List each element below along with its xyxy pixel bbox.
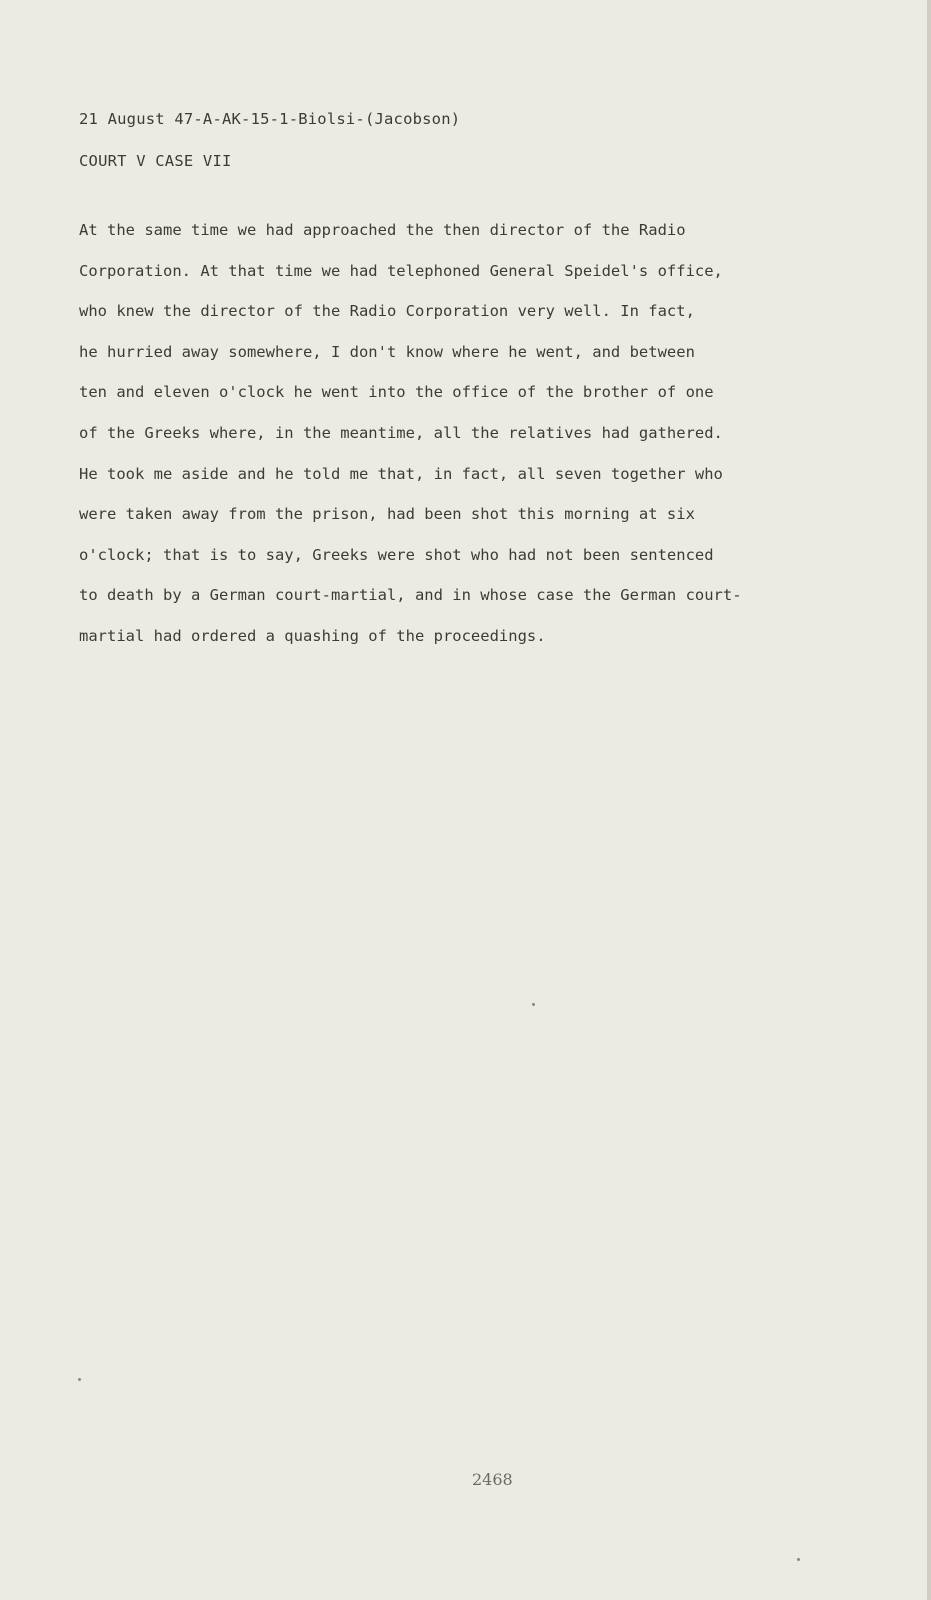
text-line: were taken away from the prison, had been shot this morning at six [79,505,695,524]
text-line: to death by a German court-martial, and in whose case the German court- [79,586,742,605]
page-number: 2468 [472,1470,513,1489]
paper-speck [797,1558,800,1561]
text-line: martial had ordered a quashing of the proceedings. [79,626,546,645]
court-case-line: COURT V CASE VII [79,152,232,170]
page-edge [927,0,931,1600]
reference-line: 21 August 47-A-AK-15-1-Biolsi-(Jacobson) [79,110,461,128]
text-line: At the same time we had approached the then director of the Radio [79,221,686,239]
paper-speck [78,1378,81,1381]
text-line: He took me aside and he told me that, in fact, all seven together who [79,464,723,483]
text-line: Corporation. At that time we had telephoned General Speidel's office, [79,261,723,280]
text-line: of the Greeks where, in the meantime, all the relatives had gathered. [79,423,723,442]
testimony-text [79,210,819,657]
text-line: he hurried away somewhere, I don't know where he went, and between [79,342,695,361]
text-line: o'clock; that is to say, Greeks were shot who had not been sentenced [79,545,714,564]
paper-speck [532,1003,535,1006]
text-line: ten and eleven o'clock he went into the office of the brother of one [79,383,714,402]
text-line: who knew the director of the Radio Corporation very well. In fact, [79,302,695,321]
